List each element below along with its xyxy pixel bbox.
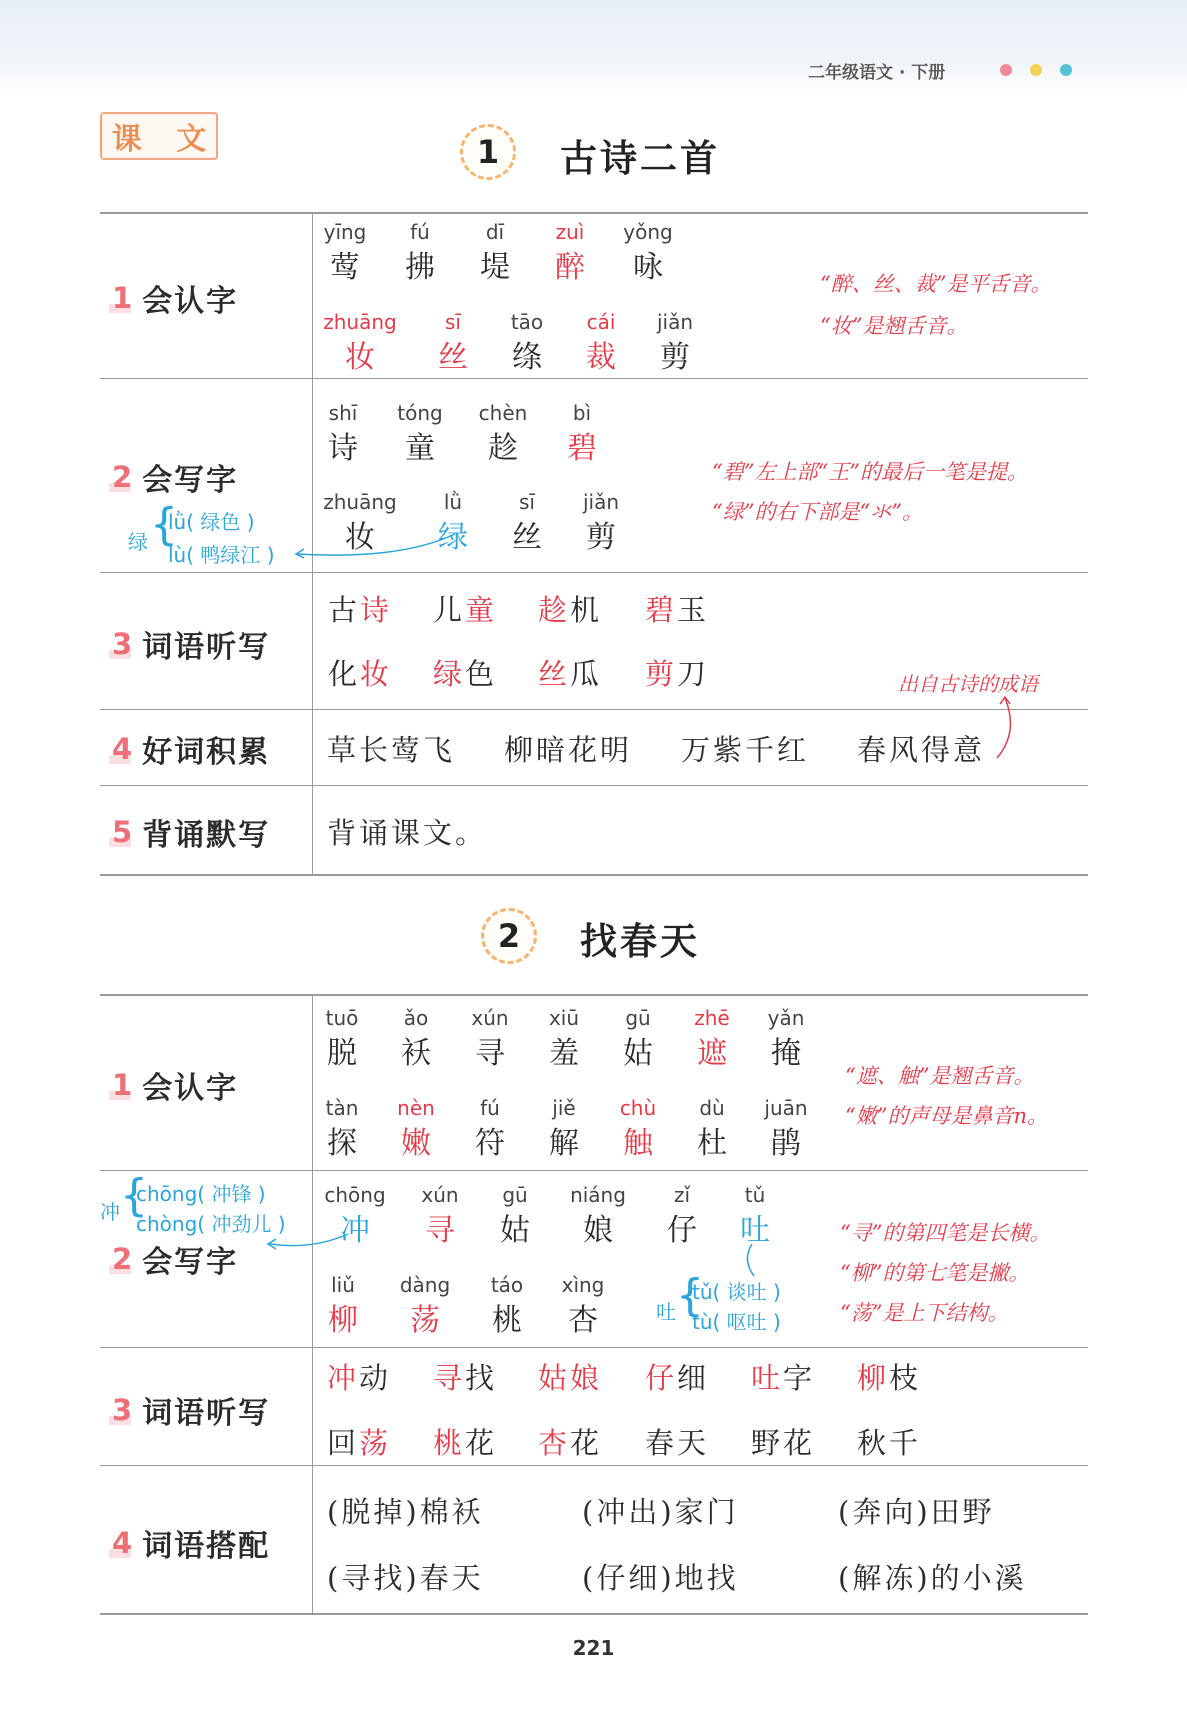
table-rule <box>100 378 1088 379</box>
dictation-word: 化妆 <box>328 657 393 691</box>
good-word: 春风得意 <box>857 733 986 767</box>
hanzi: 羞 <box>549 1036 579 1071</box>
annotation-note: “寻”的第四笔是长横。 <box>840 1221 1051 1245</box>
hanzi: 仔 <box>667 1213 697 1248</box>
hanzi: 碧 <box>567 431 597 466</box>
polyphone-reading: tǔ( 谈吐 ) <box>692 1280 781 1304</box>
hanzi: 姑 <box>500 1213 530 1248</box>
pinyin: jiǎn <box>582 490 620 514</box>
hanzi: 绿 <box>438 520 468 555</box>
pinyin: chù <box>619 1096 657 1120</box>
dictation-word: 绿色 <box>433 657 498 691</box>
lesson-title: 古诗二首 <box>560 137 720 180</box>
row-label-write: 2 会写字 <box>112 1242 239 1280</box>
hanzi: 杜 <box>697 1126 727 1161</box>
pinyin: zhuāng <box>323 310 397 334</box>
collocation: (奔向)田野 <box>838 1495 995 1529</box>
polyphone-char: 吐 <box>656 1300 676 1324</box>
polyphone-char: 冲 <box>100 1200 120 1224</box>
hanzi: 童 <box>405 431 435 466</box>
pinyin: dù <box>699 1096 725 1120</box>
pinyin: juān <box>764 1096 808 1120</box>
lesson-number-badge: 1 <box>460 124 516 180</box>
brace-icon: { <box>120 1170 148 1221</box>
brace-icon: { <box>150 499 178 550</box>
page-number: 221 <box>572 1636 615 1660</box>
annotation-note: 出自古诗的成语 <box>898 672 1038 696</box>
dictation-word: 剪刀 <box>645 657 710 691</box>
dictation-word: 丝瓜 <box>538 657 603 691</box>
row-label-dictation: 3 词语听写 <box>112 627 271 665</box>
hanzi: 剪 <box>586 520 616 555</box>
good-word: 柳暗花明 <box>504 733 633 767</box>
hanzi: 冲 <box>340 1213 370 1248</box>
pinyin: shī <box>328 401 358 425</box>
hanzi: 吐 <box>740 1213 770 1248</box>
dictation-word: 春天 <box>645 1426 710 1460</box>
dictation-word: 杏花 <box>538 1426 603 1460</box>
polyphone-reading: lǜ( 绿色 ) <box>168 510 255 534</box>
pointer-arrow-icon <box>740 1240 770 1280</box>
row-label-recite: 5 背诵默写 <box>112 815 271 853</box>
teal-dot-icon <box>1060 64 1072 76</box>
pinyin: jiě <box>552 1096 576 1120</box>
hanzi: 寻 <box>475 1036 505 1071</box>
collocation: (解冻)的小溪 <box>838 1561 1027 1595</box>
annotation-note: “遮、触”是翘舌音。 <box>845 1064 1035 1088</box>
table-rule <box>100 709 1088 710</box>
good-word: 万紫千红 <box>681 733 810 767</box>
hanzi: 拂 <box>405 250 435 285</box>
hanzi: 娘 <box>583 1213 613 1248</box>
pointer-arrow-icon <box>290 530 460 560</box>
hanzi: 裁 <box>586 340 616 375</box>
dictation-word: 野花 <box>751 1426 816 1460</box>
pinyin: chōng <box>324 1183 386 1207</box>
hanzi: 桃 <box>492 1303 522 1338</box>
pinyin: xún <box>421 1183 459 1207</box>
collocation: (冲出)家门 <box>582 1495 739 1529</box>
pinyin: xiū <box>548 1006 580 1030</box>
lesson-number-badge: 2 <box>481 908 537 964</box>
collocation: (脱掉)棉袄 <box>327 1495 484 1529</box>
yellow-dot-icon <box>1030 64 1042 76</box>
pinyin: jiǎn <box>656 310 694 334</box>
pinyin: tóng <box>397 401 443 425</box>
annotation-note: “绿”的右下部是“氺”。 <box>712 500 923 524</box>
annotation-note: “妆”是翘舌音。 <box>820 314 968 338</box>
annotation-note: “醉、丝、裁”是平舌音。 <box>820 272 1052 296</box>
table-rule <box>100 1347 1088 1348</box>
hanzi: 鹃 <box>771 1126 801 1161</box>
row-label-good-words: 4 好词积累 <box>112 732 271 770</box>
dictation-word: 柳枝 <box>857 1361 922 1395</box>
hanzi: 丝 <box>438 340 468 375</box>
pink-dot-icon <box>1000 64 1012 76</box>
hanzi: 诗 <box>328 431 358 466</box>
table-rule <box>100 1613 1088 1615</box>
hanzi: 掩 <box>771 1036 801 1071</box>
pinyin: sī <box>445 310 461 334</box>
pinyin: liǔ <box>331 1273 355 1297</box>
hanzi: 解 <box>549 1126 579 1161</box>
pinyin: sī <box>519 490 535 514</box>
pinyin: fú <box>410 220 430 244</box>
hanzi: 寻 <box>425 1213 455 1248</box>
pinyin: tǔ <box>744 1183 766 1207</box>
table-rule <box>100 874 1088 876</box>
annotation-note: “嫩”的声母是鼻音n。 <box>845 1104 1048 1128</box>
pinyin: yīng <box>323 220 367 244</box>
pinyin: zhuāng <box>323 490 397 514</box>
hanzi: 袄 <box>401 1036 431 1071</box>
row-label-read: 1 会认字 <box>112 1068 239 1106</box>
dictation-word: 古诗 <box>328 593 393 627</box>
book-title: 二年级语文 · 下册 <box>808 63 946 83</box>
page-header-band <box>0 0 1187 92</box>
hanzi: 妆 <box>345 520 375 555</box>
table-rule <box>100 1170 1088 1171</box>
dictation-word: 冲动 <box>327 1361 392 1395</box>
polyphone-char: 绿 <box>128 530 148 554</box>
section-badge: 课 文 <box>100 112 218 160</box>
table-rule <box>100 785 1088 786</box>
dictation-word: 秋千 <box>857 1426 922 1460</box>
dictation-word: 趁机 <box>538 593 603 627</box>
pointer-arrow-icon <box>985 692 1025 762</box>
hanzi: 遮 <box>697 1036 727 1071</box>
pinyin: tuō <box>325 1006 359 1030</box>
hanzi: 探 <box>327 1126 357 1161</box>
row-label-write: 2 会写字 <box>112 460 239 498</box>
pinyin: tāo <box>510 310 544 334</box>
dictation-word: 仔细 <box>645 1361 710 1395</box>
hanzi: 绦 <box>512 340 542 375</box>
pinyin: yǎn <box>767 1006 805 1030</box>
pinyin: gū <box>625 1006 651 1030</box>
hanzi: 嫩 <box>401 1126 431 1161</box>
hanzi: 剪 <box>660 340 690 375</box>
pinyin: nèn <box>397 1096 435 1120</box>
dictation-word: 回荡 <box>327 1426 392 1460</box>
collocation: (仔细)地找 <box>582 1561 739 1595</box>
pinyin: tàn <box>325 1096 359 1120</box>
polyphone-reading: tù( 呕吐 ) <box>692 1310 781 1334</box>
hanzi: 柳 <box>328 1303 358 1338</box>
pinyin: dàng <box>399 1273 451 1297</box>
dictation-word: 桃花 <box>433 1426 498 1460</box>
table-rule <box>100 212 1088 214</box>
hanzi: 脱 <box>327 1036 357 1071</box>
annotation-note: “荡”是上下结构。 <box>840 1301 1009 1325</box>
pinyin: yǒng <box>623 220 673 244</box>
collocation: (寻找)春天 <box>327 1561 484 1595</box>
hanzi: 妆 <box>345 340 375 375</box>
dictation-word: 吐字 <box>751 1361 816 1395</box>
hanzi: 堤 <box>480 250 510 285</box>
polyphone-reading: lù( 鸭绿江 ) <box>168 543 275 567</box>
table-rule <box>100 1465 1088 1466</box>
pinyin: dī <box>485 220 505 244</box>
good-word: 草长莺飞 <box>327 733 456 767</box>
annotation-note: “碧”左上部“王”的最后一笔是提。 <box>712 460 1028 484</box>
lesson-title: 找春天 <box>580 920 700 963</box>
recite-text: 背诵课文。 <box>327 816 488 850</box>
pinyin: zuì <box>555 220 585 244</box>
pinyin: ǎo <box>403 1006 429 1030</box>
hanzi: 荡 <box>410 1303 440 1338</box>
pinyin: xìng <box>561 1273 605 1297</box>
pinyin: zǐ <box>673 1183 691 1207</box>
hanzi: 咏 <box>633 250 663 285</box>
row-label-collocation: 4 词语搭配 <box>112 1526 271 1564</box>
hanzi: 莺 <box>330 250 360 285</box>
hanzi: 姑 <box>623 1036 653 1071</box>
hanzi: 符 <box>475 1126 505 1161</box>
pointer-arrow-icon <box>262 1228 352 1254</box>
row-label-dictation: 3 词语听写 <box>112 1393 271 1431</box>
hanzi: 丝 <box>512 520 542 555</box>
table-rule <box>100 994 1088 996</box>
row-label-read: 1 会认字 <box>112 281 239 319</box>
pinyin: fú <box>480 1096 500 1120</box>
hanzi: 杏 <box>568 1303 598 1338</box>
pinyin: zhē <box>694 1006 730 1030</box>
pinyin: cái <box>586 310 616 334</box>
pinyin: gū <box>502 1183 528 1207</box>
pinyin: xún <box>471 1006 509 1030</box>
hanzi: 趁 <box>488 431 518 466</box>
dictation-word: 寻找 <box>433 1361 498 1395</box>
dictation-word: 碧玉 <box>645 593 710 627</box>
table-rule <box>100 572 1088 573</box>
polyphone-reading: chōng( 冲锋 ) <box>136 1182 266 1206</box>
polyphone-reading: chòng( 冲劲儿 ) <box>136 1212 286 1236</box>
hanzi: 触 <box>623 1126 653 1161</box>
hanzi: 醉 <box>555 250 585 285</box>
pinyin: niáng <box>570 1183 626 1207</box>
annotation-note: “柳”的第七笔是撇。 <box>840 1261 1030 1285</box>
pinyin: lǜ <box>443 490 463 514</box>
pinyin: táo <box>490 1273 524 1297</box>
pinyin: chèn <box>478 401 528 425</box>
dictation-word: 儿童 <box>433 593 498 627</box>
brace-icon: { <box>676 1270 704 1321</box>
pinyin: bì <box>572 401 592 425</box>
dictation-word: 姑娘 <box>538 1361 603 1395</box>
